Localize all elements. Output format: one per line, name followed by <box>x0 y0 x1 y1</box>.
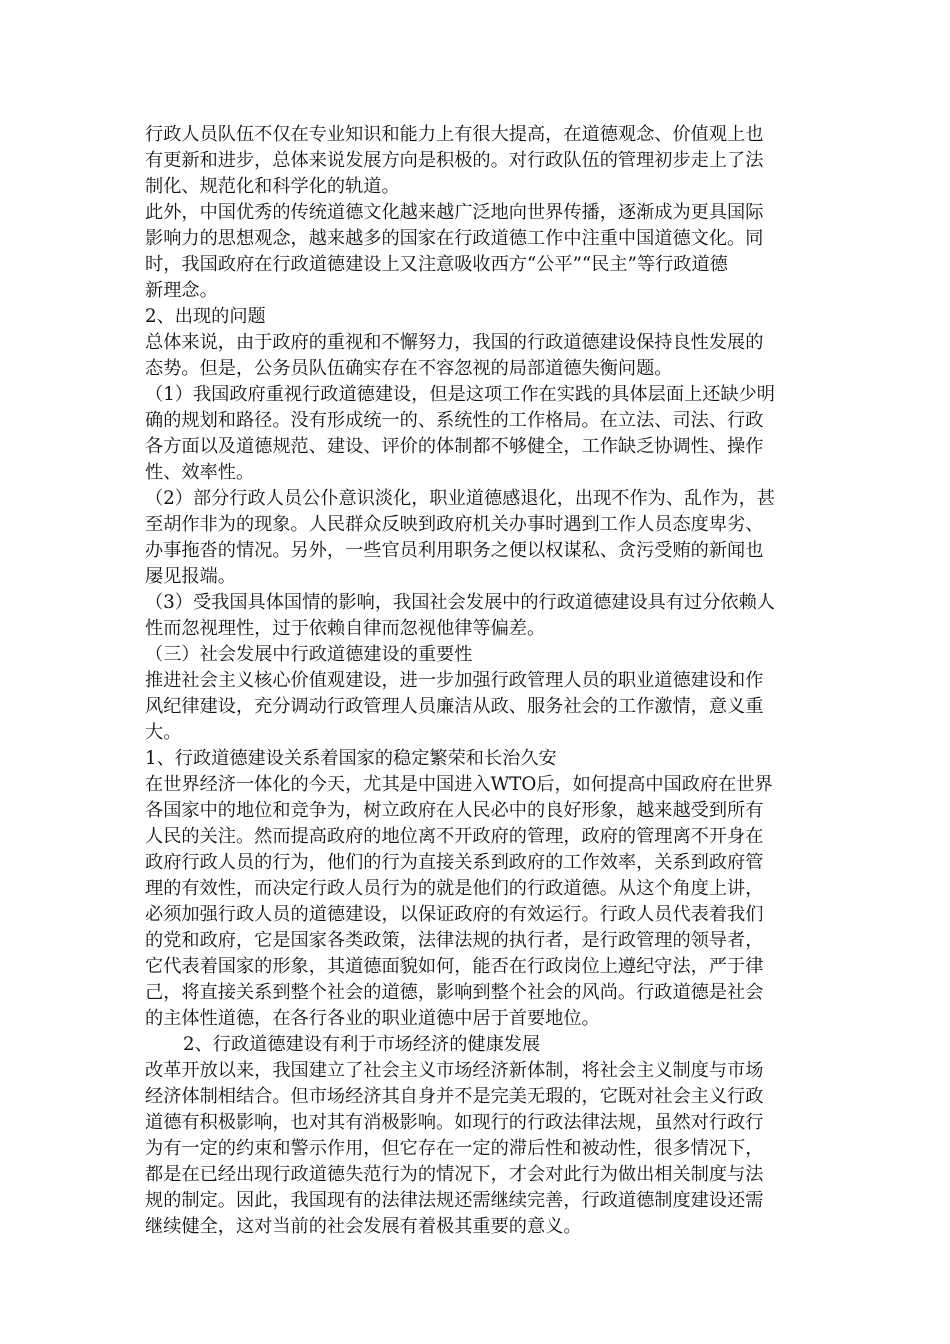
paragraph-problem-2: （2）部分行政人员公仆意识淡化，职业道德感退化，出现不作为、乱作为，甚 至胡作非为的现象。人民群众反映到政府机关办事时遇到工作人员态度卑劣、 办事拖沓的情况。另外，一些官员利用职务之便以权谋私、贪污受贿的新闻也 屡见报端。 <box>145 488 775 587</box>
paragraph-problem-1: （1）我国政府重视行政道德建设，但是这项工作在实践的具体层面上还缺少明 确的规划和路径。没有形成统一的、系统性的工作格局。在立法、司法、行政 各方面以及道德规范、建设、评价的体制都不够健全，工作缺乏协调性、操作 性、效率性。 <box>145 384 775 483</box>
paragraph-stability: 在世界经济一体化的今天，尤其是中国进入WTO后，如何提高中国政府在世界 各国家中的地位和竞争为，树立政府在人民必中的良好形象，越来越受到所有 人民的关注。然而提高政府的地位离不开政府的管理，政府的管理离不开身在 政府行政人员的行为，他们的行为直接关系到政府的工作效率，关系到政府管 理的有效性，而决定行政人员行为的就是他们的行政道德。从这个角度上讲， 必须加强行政人员的道德建设，以保证政府的有效运行。行政人员代表着我们 的党和政府，它是国家各类政策，法律法规的执行者，是行政管理的领导者， 它代表着国家的形象，其道德面貌如何，能否在行政岗位上遵纪守法，严于律 己，将直接关系到整个社会的道德，影响到整个社会的风尚。行政道德是社会 的主体性道德，在各行各业的职业道德中居于首要地位。 <box>145 774 773 1029</box>
paragraph-market-economy: 改革开放以来，我国建立了社会主义市场经济新体制，将社会主义制度与市场 经济体制相结合。但市场经济其自身并不是完美无瑕的，它既对社会主义行政 道德有积极影响，也对其有消极影响。如现行的行政法律法规，虽然对行政行 为有一定的约束和警示作用，但它存在一定的滞后性和被动性，很多情况下， 都是在已经出现行政道德失范行为的情况下，才会对此行为做出相关制度与法 规的制定。因此，我国现有的法律法规还需继续完善，行政道德制度建设还需 继续健全，这对当前的社会发展有着极其重要的意义。 <box>145 1060 764 1237</box>
document-body <box>145 122 805 1240</box>
section-heading-problems: 2、出现的问题 <box>145 306 266 327</box>
section-heading-market-economy: 2、行政道德建设有利于市场经济的健康发展 <box>183 1034 541 1055</box>
paragraph-problem-3: （3）受我国具体国情的影响，我国社会发展中的行政道德建设具有过分依赖人 性而忽视理性，过于依赖自律而忽视他律等偏差。 <box>145 592 775 639</box>
section-heading-stability: 1、行政道德建设关系着国家的稳定繁荣和长治久安 <box>145 748 557 769</box>
paragraph-admin-staff-progress: 行政人员队伍不仅在专业知识和能力上有很大提高，在道德观念、价值观上也 有更新和进步，总体来说发展方向是积极的。对行政队伍的管理初步走上了法 制化、规范化和科学化的轨道。 <box>145 124 764 197</box>
paragraph-traditional-culture: 此外，中国优秀的传统道德文化越来越广泛地向世界传播，逐渐成为更具国际 影响力的思想观念，越来越多的国家在行政道德工作中注重中国道德文化。同 时，我国政府在行政道德建设上又注意吸收西方“公平”“民主”等行政道德 新理念。 <box>145 202 764 301</box>
section-heading-importance: （三）社会发展中行政道德建设的重要性 <box>145 644 473 665</box>
paragraph-problems-overview: 总体来说，由于政府的重视和不懈努力，我国的行政道德建设保持良性发展的 态势。但是，公务员队伍确实存在不容忽视的局部道德失衡问题。 <box>145 332 764 379</box>
paragraph-core-values: 推进社会主义核心价值观建设，进一步加强行政管理人员的职业道德建设和作 风纪律建设，充分调动行政管理人员廉洁从政、服务社会的工作激情，意义重 大。 <box>145 670 764 743</box>
